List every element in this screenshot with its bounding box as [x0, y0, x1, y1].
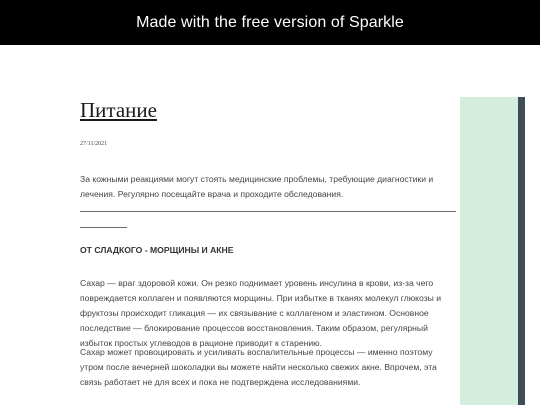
sparkle-banner [0, 0, 540, 45]
intro-paragraph: За кожными реакциями могут стоять медицинские проблемы, требующие диагностики и лечения. Регулярно посещайте врача и проходите обследования. [80, 174, 434, 199]
publish-date: 27/11/2021 [80, 141, 108, 147]
section-heading: ОТ СЛАДКОГО - МОРЩИНЫ И АКНЕ [80, 245, 234, 255]
body-paragraph: Сахар — враг здоровой кожи. Он резко поднимает уровень инсулина в крови, из-за чего повреждается коллаген и появляются морщины. При избытке в тканях молекул глюкозы и фруктозы происходит гликация — их связывание с коллагеном и эластином. Основное последствие — блокирование процессов восстановления. Таким образом, регулярный избыток простых углеводов в рационе приводит к старению. [80, 278, 442, 348]
body-paragraph: Сахар может провоцировать и усиливать воспалительные процессы — именно поэтому утром после вечерней шоколадки вы можете найти несколько свежих акне. Впрочем, эта связь работает не для всех и пока не подтверждена исследованиями. [80, 347, 437, 387]
divider-line [80, 211, 456, 212]
page-title: Питание [80, 98, 157, 122]
divider-short-line [80, 227, 127, 228]
sparkle-banner-link[interactable]: Made with the free version of Sparkle [136, 13, 404, 31]
side-panel [460, 97, 518, 405]
side-accent-bar [518, 97, 525, 405]
